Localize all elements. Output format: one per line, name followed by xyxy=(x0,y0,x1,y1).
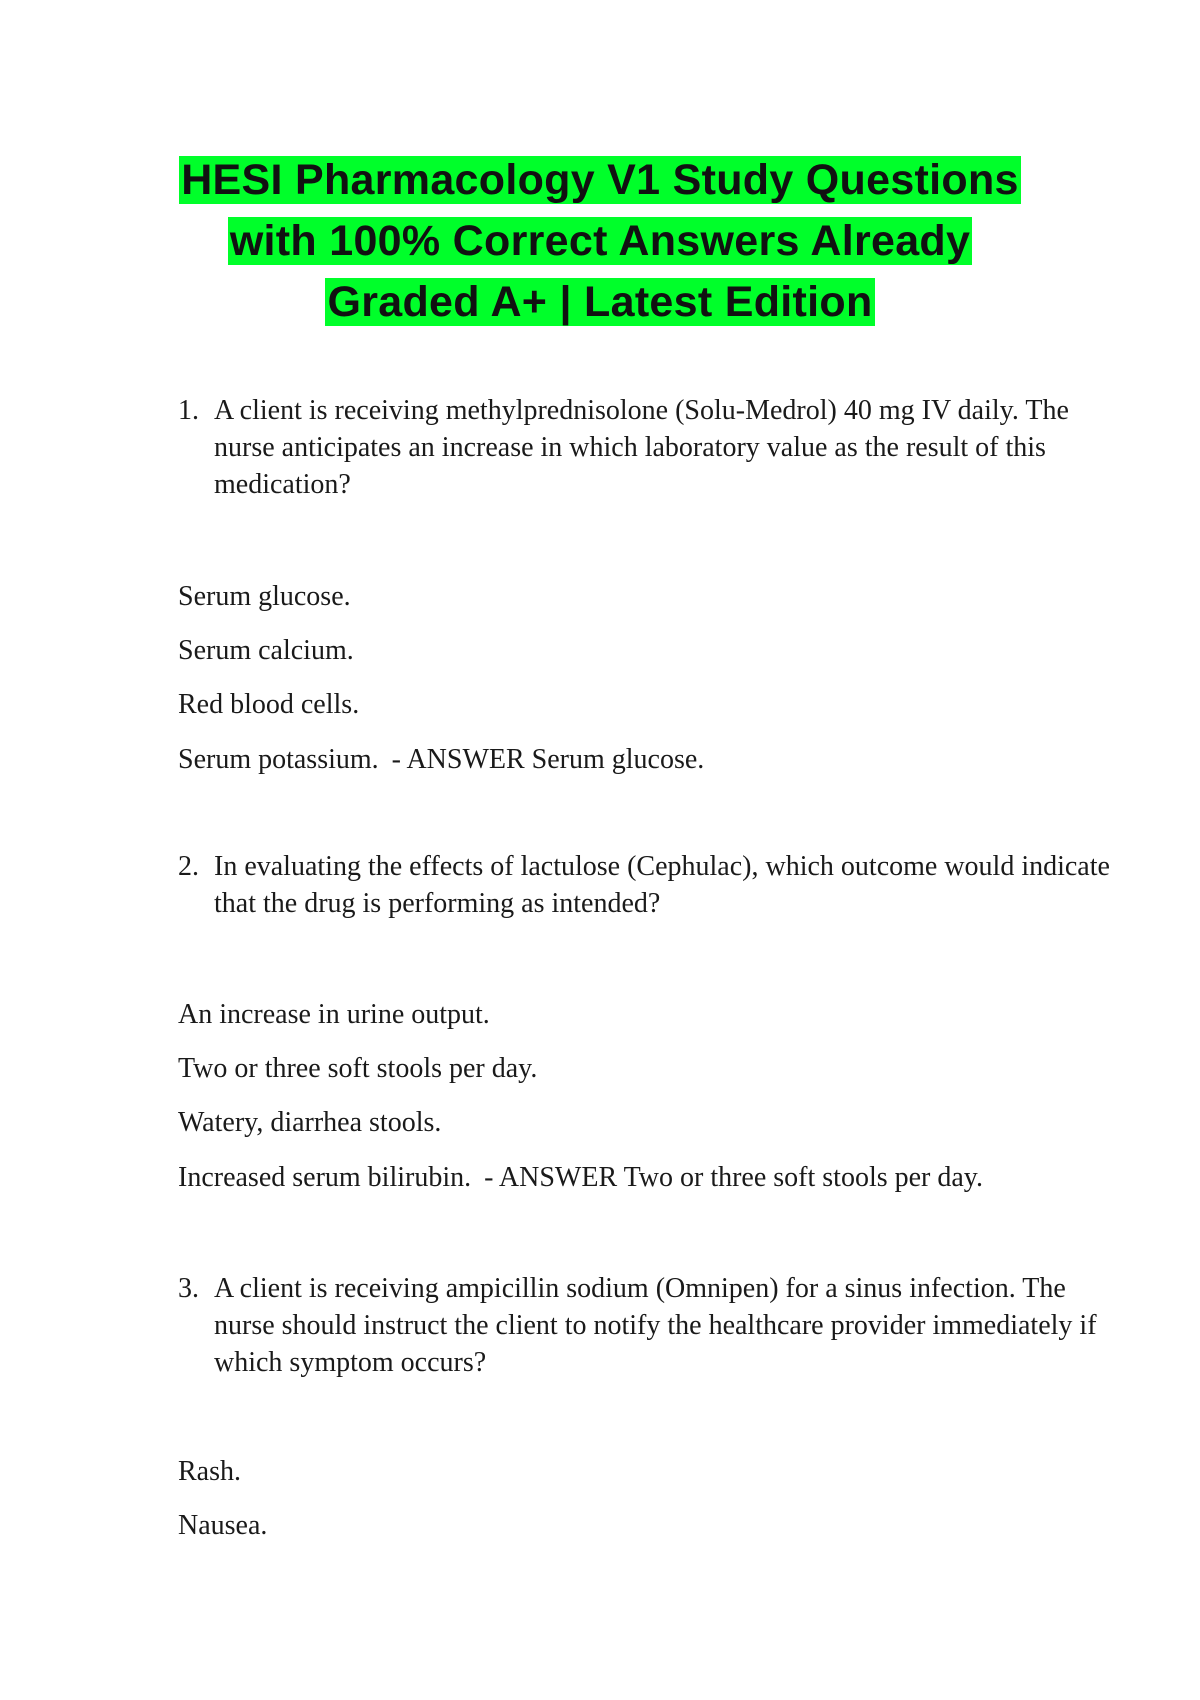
answer-option: Two or three soft stools per day. xyxy=(178,1053,538,1084)
title-line: Graded A+ | Latest Edition xyxy=(327,278,873,326)
correct-answer: Two or three soft stools per day. xyxy=(623,1162,983,1193)
title-line: with 100% Correct Answers Already xyxy=(229,217,971,265)
question-1 xyxy=(178,392,1114,503)
question-text: In evaluating the effects of lactulose (Cephulac), which outcome would indicate that the drug is performing as intended? xyxy=(214,851,1110,919)
answer-option-with-answer xyxy=(178,743,1078,777)
correct-answer: Serum glucose. xyxy=(531,744,705,775)
answer-option: Nausea. xyxy=(178,1510,268,1541)
question-number: 2. xyxy=(178,851,199,882)
question-2 xyxy=(178,848,1114,922)
answer-option: Rash. xyxy=(178,1456,241,1487)
answer-option: Serum potassium. xyxy=(178,744,379,775)
answer-prefix: - ANSWER xyxy=(391,744,525,775)
title-line: HESI Pharmacology V1 Study Questions xyxy=(181,156,1019,204)
answer-option: Serum calcium. xyxy=(178,635,354,666)
question-3 xyxy=(178,1270,1114,1381)
question-text: A client is receiving methylprednisolone (Solu-Medrol) 40 mg IV daily. The nurse anticipates an increase in which laboratory value as the result of this medication? xyxy=(214,395,1069,500)
document-title xyxy=(120,150,1080,333)
answer-option: An increase in urine output. xyxy=(178,999,490,1030)
question-number: 1. xyxy=(178,395,199,426)
answer-option: Watery, diarrhea stools. xyxy=(178,1107,442,1138)
answer-option: Serum glucose. xyxy=(178,581,351,612)
question-number: 3. xyxy=(178,1273,199,1304)
answer-option-with-answer xyxy=(178,1161,1078,1195)
answer-option: Increased serum bilirubin. xyxy=(178,1162,472,1193)
answer-prefix: - ANSWER xyxy=(484,1162,618,1193)
answer-option: Red blood cells. xyxy=(178,689,360,720)
question-text: A client is receiving ampicillin sodium (Omnipen) for a sinus infection. The nurse should instruct the client to notify the healthcare provider immediately if which symptom occurs? xyxy=(214,1273,1097,1378)
